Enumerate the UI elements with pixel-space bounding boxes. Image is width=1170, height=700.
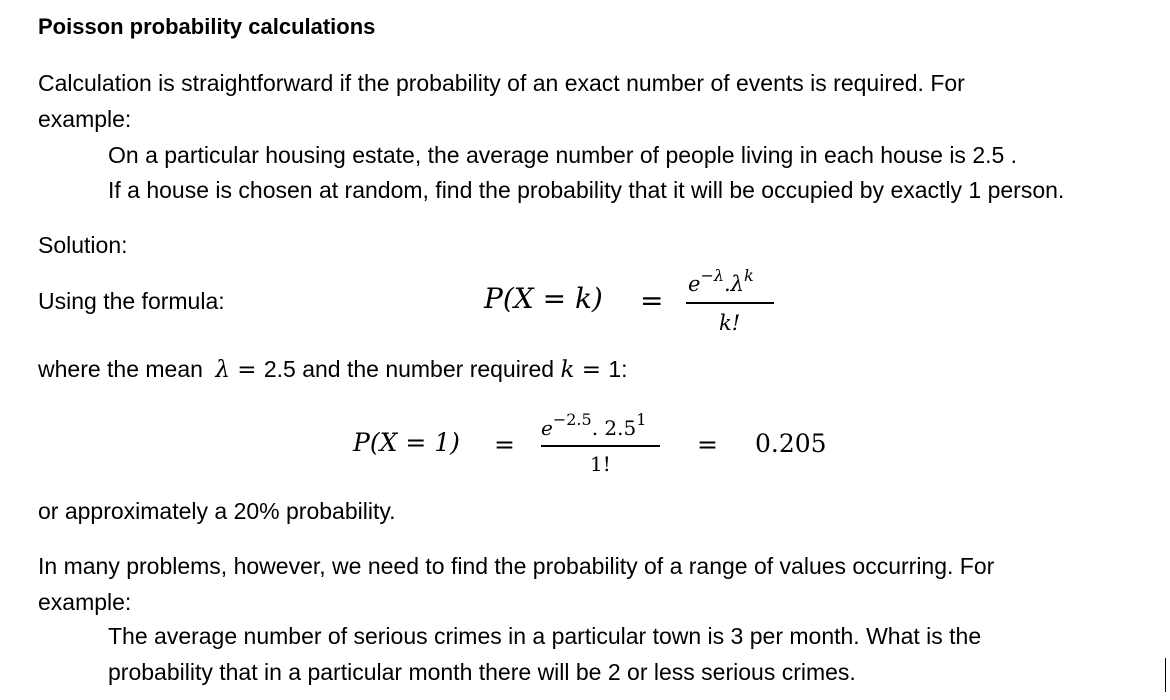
lambda-value: 2.5 <box>263 356 296 382</box>
calc-lhs <box>353 428 460 457</box>
lambda: λ <box>730 272 744 296</box>
text-cursor <box>1165 658 1166 692</box>
formula-fraction-bar <box>686 302 774 304</box>
calc-numerator <box>541 410 646 440</box>
formula-lhs: P(X = k) <box>484 282 603 315</box>
example-2-line-2: probability that in a particular month there will be 2 or less serious crimes. <box>108 659 856 685</box>
intro-line-2: example: <box>38 106 132 132</box>
calc-equals-2: = <box>697 430 718 459</box>
example-2-line-1: The average number of serious crimes in a particular town is 3 per month. What is the <box>108 623 982 649</box>
calc-exponent: −2.5 <box>552 410 592 429</box>
euler-e: e <box>688 272 701 296</box>
k-expression: k = <box>560 357 609 383</box>
range-line-2: example: <box>38 589 132 615</box>
calc-equals-1: = <box>494 430 515 459</box>
formula-denominator: k! <box>719 311 741 335</box>
calc-lhs-text: P(X = 1) <box>353 428 460 457</box>
page-title: Poisson probability calculations <box>38 14 376 39</box>
calc-denominator: 1! <box>590 452 611 476</box>
intro-line-1: Calculation is straightforward if the probability of an exact number of events is required. For <box>38 70 965 96</box>
range-line-1: In many problems, however, we need to find the probability of a range of values occurring. For <box>38 553 995 579</box>
formula-numerator <box>688 266 754 296</box>
formula-equals: = <box>640 284 664 317</box>
approx-text: or approximately a 20% probability. <box>38 498 396 524</box>
where-text-2: and the number required <box>302 356 555 382</box>
calc-mid-exponent: 1 <box>636 410 647 429</box>
calc-euler-e: e <box>541 416 553 440</box>
example-1-line-1: On a particular housing estate, the average number of people living in each house is 2.5 . <box>108 142 1018 168</box>
example-1-line-2: If a house is chosen at random, find the probability that it will be occupied by exactly 1 person. <box>108 177 1065 203</box>
exponent-k: k <box>743 266 754 285</box>
where-line <box>38 352 628 388</box>
dot: . <box>723 272 731 296</box>
calc-fraction-bar <box>541 445 660 447</box>
calc-mid: . 2.5 <box>591 416 637 440</box>
exponent-neg-lambda: −λ <box>700 266 724 285</box>
k-value: 1: <box>608 356 628 382</box>
solution-label: Solution: <box>38 232 128 258</box>
formula-label: Using the formula: <box>38 288 225 314</box>
calc-result: 0.205 <box>755 429 827 458</box>
lambda-expression: λ = <box>215 357 264 383</box>
where-text-1: where the mean <box>38 356 203 382</box>
